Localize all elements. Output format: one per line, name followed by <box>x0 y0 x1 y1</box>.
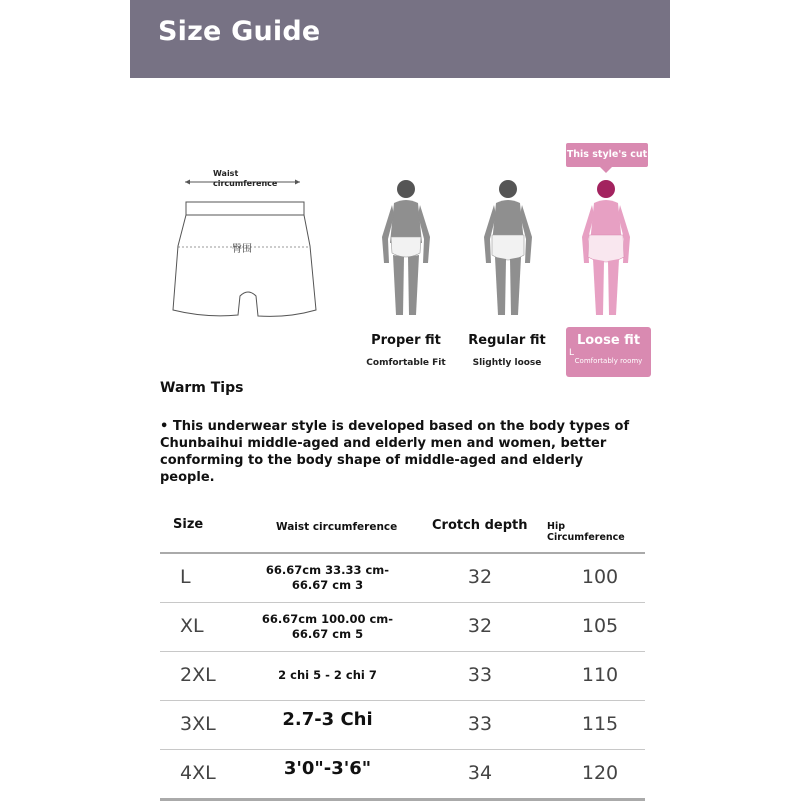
regular-fit-label: Regular fit <box>468 333 546 348</box>
proper-fit-label: Proper fit <box>371 333 441 348</box>
page-title: Size Guide <box>158 16 321 47</box>
figure-regular-fit <box>474 175 554 325</box>
cell-waist: 66.67cm 33.33 cm-66.67 cm 3 <box>265 563 390 592</box>
proper-fit-sub: Comfortable Fit <box>366 358 446 368</box>
cell-waist: 2.7-3 Chi <box>282 709 373 730</box>
cell-crotch: 32 <box>467 566 493 588</box>
cell-crotch: 33 <box>467 713 493 735</box>
person-gray-icon <box>372 175 452 325</box>
this-style-callout: This style's cut <box>566 143 648 167</box>
cell-crotch: 34 <box>467 762 493 784</box>
size-table <box>160 505 645 801</box>
table-row <box>160 603 645 652</box>
figure-loose-fit <box>572 175 652 325</box>
person-pink-icon <box>572 175 652 325</box>
cell-hip: 110 <box>581 664 619 686</box>
loose-fit-label: Loose fit <box>576 333 641 348</box>
cell-size: L <box>180 566 191 588</box>
header-hip: Hip Circumference <box>547 521 625 543</box>
table-header <box>160 505 645 554</box>
cell-hip: 100 <box>581 566 619 588</box>
person-gray-icon <box>474 175 554 325</box>
cell-waist: 66.67cm 100.00 cm-66.67 cm 5 <box>261 612 394 641</box>
header-crotch: Crotch depth <box>432 518 528 533</box>
regular-fit-sub: Slightly loose <box>472 358 542 368</box>
cell-waist: 3'0"-3'6" <box>283 758 372 779</box>
cell-size: 3XL <box>180 713 216 735</box>
cell-waist: 2 chi 5 - 2 chi 7 <box>278 668 377 682</box>
waist-label: Waist circumference <box>213 169 278 188</box>
loose-fit-box <box>566 327 651 377</box>
header-size: Size <box>173 517 204 532</box>
table-row <box>160 554 645 603</box>
cell-crotch: 32 <box>467 615 493 637</box>
tips-body: • This underwear style is developed based on the body types of Chunbaihui middle-aged and elderly men and women, better conforming to the body shape of middle-aged and elderly people. <box>160 419 630 485</box>
tips-title: Warm Tips <box>160 380 244 396</box>
cell-hip: 115 <box>581 713 619 735</box>
header-banner <box>130 0 670 78</box>
header-waist: Waist circumference <box>276 521 398 533</box>
cell-crotch: 33 <box>467 664 493 686</box>
cell-hip: 120 <box>581 762 619 784</box>
table-row <box>160 701 645 750</box>
table-row <box>160 750 645 801</box>
shorts-diagram <box>170 160 330 330</box>
hip-label: 臀围 <box>232 244 252 255</box>
size-marker: L <box>569 348 575 358</box>
figure-proper-fit <box>372 175 452 325</box>
cell-size: 4XL <box>180 762 216 784</box>
cell-size: 2XL <box>180 664 216 686</box>
loose-fit-sub: Comfortably roomy <box>574 357 643 365</box>
table-row <box>160 652 645 701</box>
cell-hip: 105 <box>581 615 619 637</box>
cell-size: XL <box>180 615 204 637</box>
